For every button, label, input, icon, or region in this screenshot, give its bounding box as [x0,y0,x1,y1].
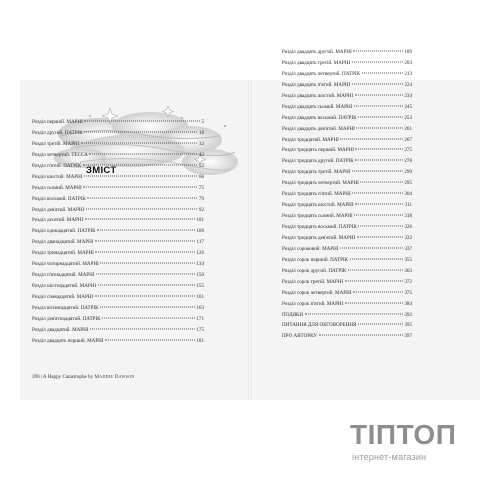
toc-entry-page: 108 [196,228,204,235]
toc-entry-label: Розділ сорок п'ятий. МАРНІ [282,300,344,307]
toc-entry-label: Розділ двадцять п'ятий. МАРНІ [282,81,351,88]
watermark-logo: ТІПТОП [350,419,457,450]
toc-entry-page: 32 [198,140,204,147]
toc-entry [32,325,204,336]
toc-leader-dots [354,105,403,106]
toc-entry [32,314,204,325]
toc-right-list [282,47,412,342]
toc-leader-dots [81,142,197,143]
toc-entry [282,47,412,58]
toc-leader-dots [352,193,403,194]
toc-leader-dots [345,302,403,303]
toc-entry-page: 275 [404,147,412,154]
toc-entry-page: 295 [404,180,412,187]
toc-entry-label: Розділ сьомий. МАРНІ [32,184,82,191]
toc-entry [282,156,412,167]
toc-entry-page: 171 [196,315,204,322]
toc-entry [32,215,204,226]
toc-leader-dots [355,149,402,150]
toc-entry-label: Розділ сорок третій. МАРНІ [282,278,344,285]
toc-leader-dots [90,328,195,329]
toc-leader-dots [95,241,195,242]
toc-entry-label: Розділ двадцятий. МАРНІ [32,326,89,333]
toc-entry [282,113,412,124]
toc-entry-page: 189 [404,49,412,55]
toc-entry [282,69,412,80]
toc-entry-label: Розділ тридцять сьомий. МАРНІ [282,213,353,220]
toc-leader-dots [84,175,197,176]
toc-entry-label: Розділ вісімнадцятий. ПАТРІК [32,304,99,311]
toc-entry-page: 92 [198,206,204,213]
toc-entry-label: Розділ тринадцятий. МАРНІ [32,250,94,257]
toc-leader-dots [95,296,195,297]
toc-entry-label: Розділ другий. ПАТРІК [32,129,83,136]
toc-entry [32,281,204,292]
toc-entry-page: 18 [198,129,204,136]
toc-entry-page: 290 [404,169,412,176]
toc-entry-page: 304 [404,191,412,198]
toc-entry-page: 224 [404,81,412,88]
toc-entry-label: Розділ десятий. МАРНІ [32,217,84,224]
toc-leader-dots [353,291,403,292]
toc-leader-dots [83,186,197,187]
toc-entry-label: Розділ двадцять восьмий. ПАТРІК [282,114,357,121]
toc-leader-dots [85,219,195,220]
author-name: Maddie Dawson [94,374,135,380]
toc-entry [282,320,412,331]
toc-entry-page: 66 [198,173,204,180]
toc-entry-page: 395 [404,322,412,329]
toc-entry [282,222,412,233]
toc-entry [282,331,412,342]
toc-entry [282,211,412,222]
toc-entry [32,139,204,150]
toc-entry-page: 392 [404,311,412,318]
toc-leader-dots [355,160,403,161]
toc-entry [32,270,204,281]
toc-entry [282,91,412,102]
toc-entry-label: Розділ двадцять шостий. МАРНІ [282,92,354,99]
toc-entry-label: Розділ сорок перший. ПАТРІК [282,256,349,263]
toc-entry [32,117,204,128]
toc-entry-page: 117 [196,239,204,246]
toc-entry-page: 337 [404,245,412,252]
toc-leader-dots [362,72,403,73]
toc-leader-dots [97,230,195,231]
toc-entry [32,226,204,237]
toc-entry-label: Розділ шістнадцятий. МАРНІ [32,283,97,290]
toc-leader-dots [89,153,197,154]
toc-leader-dots [354,215,403,216]
toc-entry-label: Розділ тридцять дев'ятий. МАРНІ [282,234,356,241]
toc-leader-dots [340,247,403,248]
toc-entry-page: 75 [198,184,204,191]
toc-entry-page: 332 [404,234,412,241]
toc-leader-dots [352,83,403,84]
toc-entry [282,167,412,178]
toc-entry [282,80,412,91]
toc-leader-dots [355,204,403,205]
toc-leader-dots [358,116,403,117]
toc-entry-page: 134 [196,261,204,268]
toc-entry [32,237,204,248]
toc-entry-page: 355 [404,256,412,263]
toc-entry-label: Розділ дев'ятий. МАРНІ [32,206,85,213]
toc-entry-label: Розділ двадцять третій. МАРНІ [282,59,351,66]
toc-entry [32,183,204,194]
toc-leader-dots [102,317,195,318]
toc-entry-label: Розділ тридцять третій. МАРНІ [282,169,351,176]
toc-entry [282,178,412,189]
toc-entry-label: Розділ сорок четвертий. МАРНІ [282,289,352,296]
toc-entry-label: Розділ тридцять восьмий. ПАТРІК [282,224,357,230]
toc-entry-label: Розділ одинадцятий. ПАТРІК [32,228,96,235]
toc-entry-label: Розділ тридцять четвертий. МАРНІ [282,180,359,187]
toc-leader-dots [350,258,403,259]
toc-entry-page: 261 [404,125,412,132]
toc-leader-dots [100,306,195,307]
toc-entry-label: Розділ чотирнадцятий. МАРНІ [32,261,99,268]
toc-leader-dots [98,285,195,286]
toc-entry [32,336,204,347]
toc-entry [32,150,204,161]
toc-entry-label: Розділ сімнадцятий. МАРНІ [32,294,94,300]
toc-entry-page: 372 [404,278,412,285]
toc-left-list [32,117,204,347]
toc-entry [282,244,412,255]
toc-entry-label: ПИТАННЯ ДЛЯ ОБГОВОРЕННЯ [282,322,357,329]
toc-leader-dots [305,313,403,314]
toc-entry-page: 234 [404,92,412,99]
toc-entry [282,266,412,277]
toc-leader-dots [352,61,403,62]
toc-entry-label: Розділ тридцять шостий. МАРНІ [282,202,354,209]
toc-entry [282,102,412,113]
toc-leader-dots [87,197,197,198]
toc-entry-page: 278 [404,158,412,165]
toc-entry [282,277,412,288]
toc-entry [282,255,412,266]
toc-entry-label: Розділ дев'ятнадцятий. ПАТРІК [32,315,101,322]
toc-entry-label: ПРО АВТОРКУ [282,333,317,340]
toc-entry-label: Розділ сороковий. МАРНІ [282,245,339,252]
toc-entry-page: 101 [196,217,204,224]
toc-entry [32,303,204,314]
toc-entry-page: 267 [404,136,412,143]
toc-leader-dots [358,324,403,325]
toc-leader-dots [355,94,403,95]
toc-entry [282,233,412,244]
toc-leader-dots [353,51,403,52]
toc-entry-label: Розділ двадцять сьомий. МАРНІ [282,103,353,110]
book-title: | A Happy Catastrophe by [40,374,94,380]
toc-entry-page: 363 [404,267,412,274]
toc-entry [282,124,412,135]
toc-entry [282,145,412,156]
toc-leader-dots [340,138,403,139]
toc-leader-dots [319,335,403,336]
toc-leader-dots [83,164,198,165]
toc-entry-page: 397 [404,333,412,340]
toc-entry-page: 79 [198,195,204,202]
toc-entry-label: Розділ четвертий. ТЕССА [32,151,88,158]
toc-entry-label: Розділ третій. МАРНІ [32,140,80,147]
toc-entry-page: 163 [196,304,204,311]
toc-title: ЗМІСТ [86,165,117,176]
toc-entry-page: 150 [196,272,204,279]
toc-leader-dots [96,274,195,275]
toc-entry-page: 326 [404,224,412,230]
toc-entry-page: 52 [198,162,204,169]
toc-entry-page: 384 [404,300,412,307]
toc-entry-page: 318 [404,213,412,220]
toc-entry-label: Розділ двадцять дев'ятий. МАРНІ [282,125,355,132]
toc-leader-dots [348,269,403,270]
toc-entry-page: 253 [404,114,412,121]
toc-leader-dots [358,226,403,227]
toc-entry-page: 126 [196,250,204,257]
toc-leader-dots [95,252,195,253]
toc-entry-label: Розділ тридцять перший. МАРНІ [282,147,354,154]
toc-entry-label: Розділ двадцять перший. МАРНІ [32,337,104,344]
toc-entry-label: Розділ тридцять другий. ПАТРІК [282,158,354,165]
toc-entry-label: Розділ перший. МАРНІ [32,119,83,125]
toc-entry [282,299,412,310]
toc-entry-label: Розділ п'ятий. ПАТРІК [32,162,82,169]
toc-leader-dots [357,236,403,237]
toc-entry [32,161,204,172]
page-footer [32,374,135,380]
toc-entry [32,248,204,259]
toc-entry-page: 5 [201,119,204,125]
toc-entry-page: 375 [404,289,412,296]
toc-entry-page: 203 [404,59,412,66]
toc-leader-dots [105,339,195,340]
toc-entry [32,292,204,303]
toc-entry [32,128,204,139]
toc-entry [282,135,412,146]
toc-leader-dots [345,280,403,281]
toc-entry-label: Розділ двадцять другий. МАРНІ [282,49,352,55]
toc-entry-label: Розділ шостий. МАРНІ [32,173,83,180]
toc-entry-page: 42 [198,151,204,158]
toc-entry-label: ПОДЯКИ [282,311,304,318]
toc-entry [32,172,204,183]
toc-entry-label: Розділ дванадцятий. МАРНІ [32,239,94,246]
toc-entry-label: Розділ тридцять п'ятий. МАРНІ [282,191,351,198]
toc-entry-label: Розділ п'ятнадцятий. МАРНІ [32,272,95,279]
toc-leader-dots [356,127,403,128]
page-number: 398 [32,374,40,380]
toc-entry-page: 155 [196,283,204,290]
toc-entry [282,288,412,299]
toc-entry-page: 311 [404,202,412,209]
toc-leader-dots [84,121,200,122]
toc-entry-label: Розділ сорок другий. ПАТРІК [282,267,347,274]
toc-entry [282,58,412,69]
toc-entry-page: 213 [404,70,412,77]
toc-entry [282,310,412,321]
toc-entry [32,205,204,216]
toc-leader-dots [352,171,403,172]
toc-entry-label: Розділ двадцять четвертий. ПАТРІК [282,70,361,77]
toc-entry-page: 161 [196,294,204,300]
toc-entry [32,259,204,270]
toc-entry [282,200,412,211]
toc-leader-dots [84,131,197,132]
watermark-subtitle: інтернет-магазин [352,452,427,462]
toc-entry-page: 245 [404,103,412,110]
toc-leader-dots [100,263,195,264]
book-spine [248,80,252,400]
toc-entry-label: Розділ восьмий. ПАТРІК [32,195,86,202]
toc-entry [32,194,204,205]
toc-leader-dots [360,182,403,183]
toc-entry-page: 175 [196,326,204,333]
toc-entry [282,189,412,200]
toc-entry-label: Розділ тридцятий. МАРНІ [282,136,339,143]
toc-entry-page: 181 [196,337,204,344]
toc-leader-dots [86,208,198,209]
